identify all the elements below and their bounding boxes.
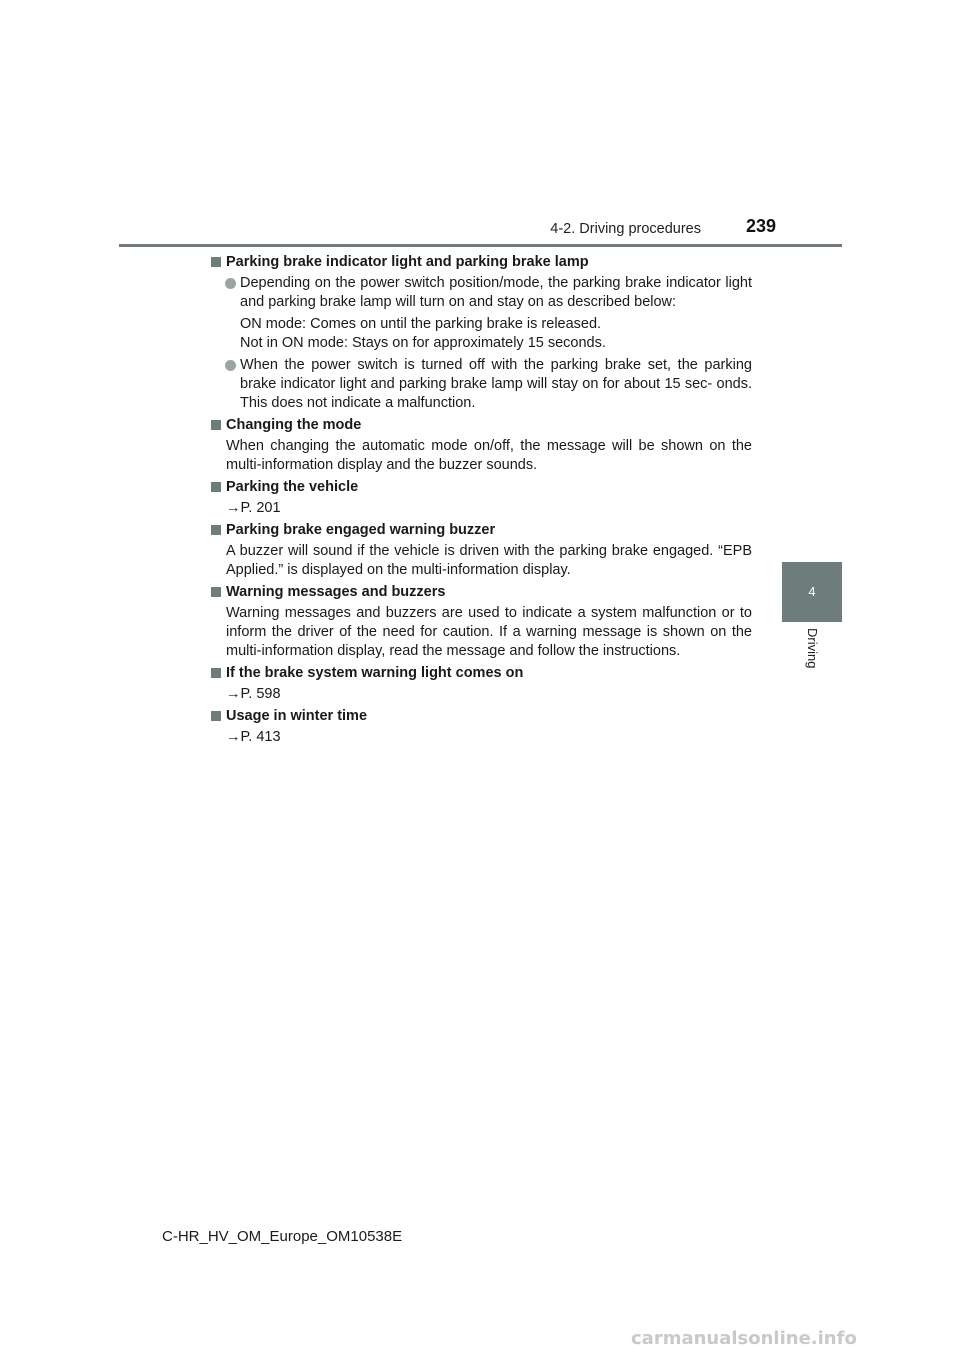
square-bullet-icon (211, 668, 221, 678)
section-heading (210, 416, 752, 435)
header-divider (119, 244, 842, 247)
section-engaged-warning-buzzer (210, 521, 752, 580)
detail-line: ON mode: Comes on until the parking brake is released. (240, 316, 602, 332)
page-reference: →P. 598 (226, 686, 281, 702)
bullet-text: Depending on the power switch position/mode, the parking brake indicator light and parking brake lamp will turn on and stay on as described below: (240, 275, 752, 310)
page-number: 239 (745, 216, 776, 236)
section-heading (210, 521, 752, 540)
page-reference: →P. 413 (226, 729, 281, 745)
section-title: Warning messages and buzzers (226, 584, 446, 600)
page-reference: →P. 201 (226, 500, 281, 516)
section-body: Warning messages and buzzers are used to indicate a system malfunction or to inform the driver of the need for caution. If a warning message is shown on the multi-information display, read the message and follow the instructions. (226, 605, 752, 659)
square-bullet-icon (211, 711, 221, 721)
main-content (210, 253, 752, 750)
section-body: A buzzer will sound if the vehicle is driven with the parking brake engaged. “EPB Applied.” is displayed on the multi-information display. (226, 543, 752, 578)
section-heading (210, 253, 752, 272)
bullet-item (210, 274, 752, 312)
square-bullet-icon (211, 482, 221, 492)
circle-bullet-icon (225, 360, 236, 371)
section-title: Usage in winter time (226, 708, 368, 724)
section-parking-brake-indicator (210, 253, 752, 413)
chapter-tab (782, 562, 842, 622)
bullet-text: When the power switch is turned off with the parking brake set, the parking brake indicator light and parking brake lamp will stay on for about 15 sec- onds. This does not indicate a malfunction. (240, 357, 752, 411)
section-title: Parking brake indicator light and parking brake lamp (226, 254, 589, 270)
section-heading (210, 583, 752, 602)
square-bullet-icon (211, 525, 221, 535)
section-brake-warning-light (210, 664, 752, 704)
bullet-detail (210, 315, 752, 353)
document-code: C-HR_HV_OM_Europe_OM10538E (162, 1228, 403, 1245)
square-bullet-icon (211, 257, 221, 267)
square-bullet-icon (211, 587, 221, 597)
section-winter-usage (210, 707, 752, 747)
section-parking-vehicle (210, 478, 752, 518)
square-bullet-icon (211, 420, 221, 430)
section-warning-messages (210, 583, 752, 661)
watermark: carmanualsonline.info (631, 1328, 857, 1349)
section-heading (210, 707, 752, 726)
detail-line: Not in ON mode: Stays on for approximately 15 seconds. (240, 335, 606, 351)
section-title: Parking the vehicle (226, 479, 359, 495)
section-title: Changing the mode (226, 417, 362, 433)
circle-bullet-icon (225, 278, 236, 289)
section-heading (210, 478, 752, 497)
section-title: If the brake system warning light comes on (226, 665, 524, 681)
section-heading (210, 664, 752, 683)
section-body: When changing the automatic mode on/off, the message will be shown on the multi-information display and the buzzer sounds. (226, 438, 752, 473)
section-title: Parking brake engaged warning buzzer (226, 522, 496, 538)
section-changing-mode (210, 416, 752, 475)
running-header-section: 4-2. Driving procedures (550, 221, 701, 237)
chapter-title: Driving (805, 628, 820, 669)
chapter-number: 4 (808, 584, 816, 599)
bullet-item (210, 356, 752, 413)
